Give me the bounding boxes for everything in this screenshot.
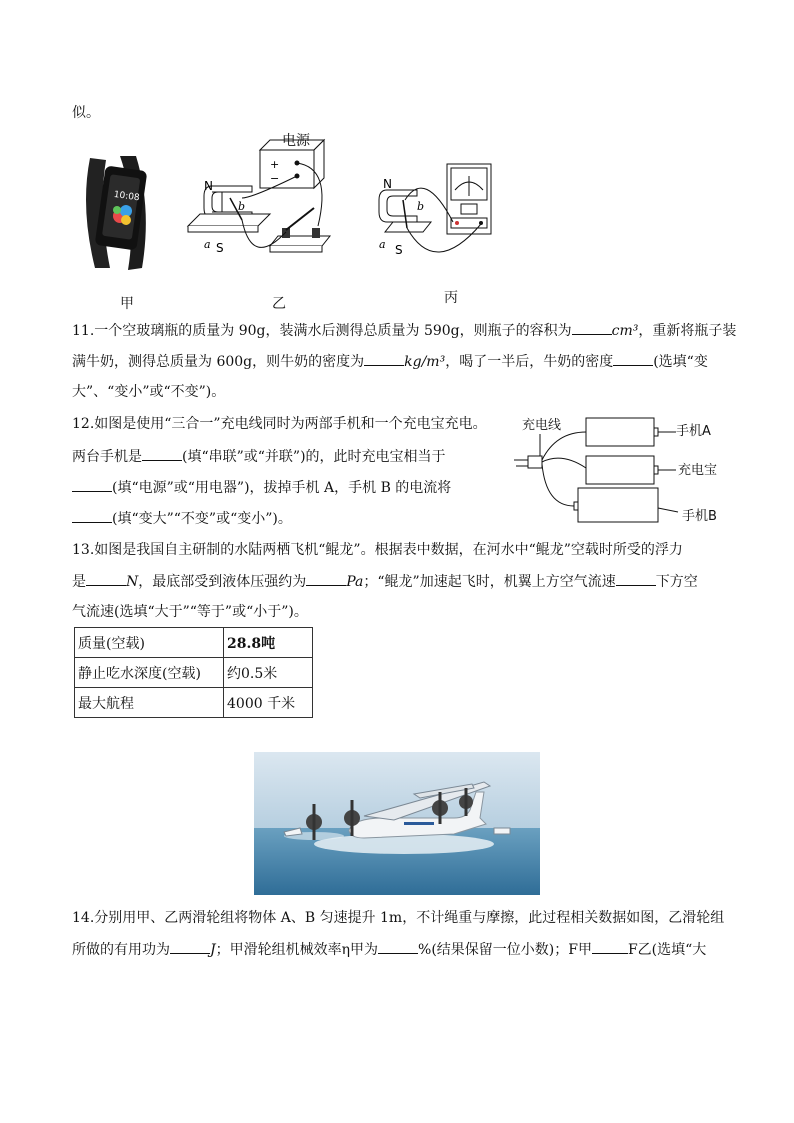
end-a-label-2: a [379, 238, 386, 251]
circuit-yi-diagram [182, 128, 352, 278]
q13-text-c: ；“鲲龙”加速起飞时，机翼上方空气流速 [363, 574, 616, 590]
table-cell: 28.8吨 [224, 628, 313, 658]
answer-blank [170, 939, 210, 954]
q13-text-a: 是 [72, 574, 86, 590]
unit-joule: J [210, 942, 216, 958]
fragment-text: 似。 [72, 105, 100, 121]
q11-text-c: 满牛奶，测得总质量为 600g，则牛奶的密度为 [72, 354, 365, 370]
q11-text-d: ，喝了一半后，牛奶的密度 [445, 354, 614, 370]
q13-line1: 13.如图是我国自主研制的水陆两栖飞机“鲲龙”。根据表中数据，在河水中“鲲龙”空载时所受的浮力 [72, 542, 683, 558]
answer-blank [616, 571, 656, 586]
q14-text-d: F乙(选填“大 [627, 942, 707, 958]
q13-text-d: 下方空 [655, 574, 698, 590]
unit-cm3: cm³ [611, 323, 639, 339]
caption-bing: 丙 [444, 290, 458, 306]
answer-blank [306, 571, 346, 586]
phone-a-label: 手机A [676, 424, 711, 439]
answer-blank [142, 446, 182, 461]
charging-figure [512, 412, 734, 530]
pole-s-label-2: S [395, 243, 403, 257]
phone-b-label: 手机B [682, 509, 717, 524]
aircraft-data-table [74, 627, 313, 718]
smart-band-image [70, 148, 160, 278]
q14-text-a: 所做的有用功为 [72, 942, 170, 958]
q11-text-a: 11.一个空玻璃瓶的质量为 90g，装满水后测得总质量为 590g，则瓶子的容积为 [72, 323, 572, 339]
table-cell: 约0.5米 [224, 658, 313, 688]
pole-n-label-2: N [383, 177, 392, 191]
end-b-label: b [238, 200, 246, 213]
unit-pascal: Pa [346, 574, 364, 590]
cable-label: 充电线 [522, 418, 562, 433]
q11-line1 [72, 320, 736, 341]
q14-text-c: %(结果保留一位小数)；F甲 [418, 942, 592, 958]
pole-n-label: N [204, 179, 213, 193]
q11-line3: 大”、“变小”或“不变”)。 [72, 384, 226, 400]
table-row [75, 628, 313, 658]
q13-text-b: ，最底部受到液体压强约为 [138, 574, 307, 590]
q11-line2 [72, 351, 708, 372]
q11-text-b: ，重新将瓶子装 [638, 323, 737, 339]
answer-blank [86, 571, 126, 586]
q12-line3 [72, 477, 451, 498]
q13-line2 [72, 571, 698, 592]
q12-text-a: 两台手机是 [72, 449, 142, 465]
q12-line2 [72, 446, 446, 467]
minus-sign: − [270, 172, 280, 185]
table-cell: 4000 千米 [224, 688, 313, 718]
unit-newton: N [126, 574, 139, 590]
table-cell: 静止吃水深度(空载) [75, 658, 224, 688]
answer-blank [72, 477, 112, 492]
answer-blank [72, 508, 112, 523]
table-row [75, 688, 313, 718]
power-label: 电源 [282, 133, 310, 149]
q14-text-b: ；甲滑轮组机械效率η甲为 [215, 942, 379, 958]
seaplane-photo [254, 752, 540, 895]
answer-blank [592, 939, 628, 954]
q12-line1: 12.如图是使用“三合一”充电线同时为两部手机和一个充电宝充电。 [72, 416, 487, 432]
q12-line4 [72, 508, 292, 529]
q12-text-d: (填“变大”“不变”或“变小”)。 [112, 511, 292, 527]
q12-text-c: (填“电源”或“用电器”)，拔掉手机 A，手机 B 的电流将 [112, 480, 452, 496]
caption-jia: 甲 [120, 296, 134, 312]
answer-blank [364, 351, 404, 366]
answer-blank [378, 939, 418, 954]
answer-blank [613, 351, 653, 366]
end-b-label-2: b [417, 200, 425, 213]
answer-blank [572, 320, 612, 335]
watch-time: 10:08 [113, 189, 141, 204]
pole-s-label: S [216, 241, 224, 255]
q14-line2 [72, 939, 706, 960]
circuit-bing-diagram [365, 158, 495, 278]
end-a-label: a [204, 238, 211, 251]
unit-kgm3: kg/m³ [404, 354, 446, 370]
q13-line3: 气流速(选填“大于”“等于”或“小于”)。 [72, 604, 308, 620]
table-cell: 质量(空载) [75, 628, 224, 658]
power-bank-label: 充电宝 [678, 463, 718, 478]
table-row [75, 658, 313, 688]
q14-line1: 14.分别用甲、乙两滑轮组将物体 A、B 匀速提升 1m，不计绳重与摩擦，此过程相关数据如图，乙滑轮组 [72, 910, 725, 926]
figure-10 [60, 128, 480, 318]
table-cell: 最大航程 [75, 688, 224, 718]
plus-sign: + [270, 158, 280, 171]
q11-text-e: (选填“变 [653, 354, 708, 370]
caption-yi: 乙 [272, 296, 286, 312]
q12-text-b: (填“串联”或“并联”)的，此时充电宝相当于 [182, 449, 446, 465]
